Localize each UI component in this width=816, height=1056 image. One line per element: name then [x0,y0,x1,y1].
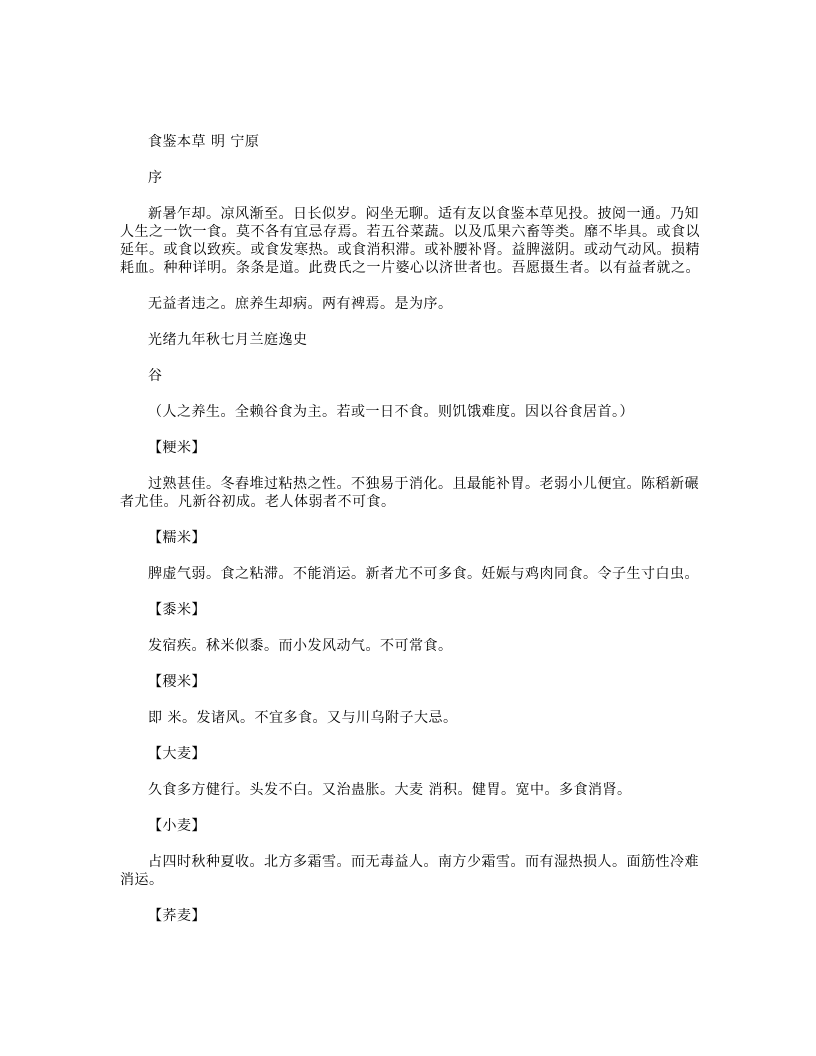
entry-heading: 【荞麦】 [148,908,206,924]
preface-heading: 序 [148,170,163,186]
preface-signature: 光绪九年秋七月兰庭逸史 [148,332,308,348]
entry-text: 发宿疾。秫米似黍。而小发风动气。不可常食。 [148,638,453,654]
entry-text: 即 米。发诸风。不宜多食。又与川乌附子大忌。 [148,710,458,726]
entry-heading: 【粳米】 [148,440,206,456]
entry-text: 脾虚气弱。食之粘滞。不能消运。新者尤不可多食。妊娠与鸡肉同食。令子生寸白虫。 [148,566,699,582]
entry-text: 过熟甚佳。冬舂堆过粘热之性。不独易于消化。且最能补胃。老弱小儿便宜。陈稻新碾者尤佳。凡新谷初成。老人体弱者不可食。 [120,476,699,510]
section-heading-grain: 谷 [148,368,163,384]
entry-heading: 【大麦】 [148,746,206,762]
document-title: 食鉴本草 明 宁原 [148,134,260,150]
entry-heading: 【小麦】 [148,818,206,834]
preface-paragraph: 新暑乍却。凉风渐至。日长似岁。闷坐无聊。适有友以食鉴本草见投。披阅一通。乃知人生之一饮一食。莫不各有宜忌存焉。若五谷菜蔬。以及瓜果六畜等类。靡不毕具。或食以延年。或食以致疾。或食发寒热。或食消积滞。或补腰补肾。益脾滋阴。或动气动风。损精耗血。种种详明。条条是道。此费氏之一片婆心以济世者也。吾愿摄生者。以有益者就之。 [120,206,700,276]
entry-heading: 【稷米】 [148,674,206,690]
entry-text: 占四时秋种夏收。北方多霜雪。而无毒益人。南方少霜雪。而有湿热损人。面筋性冷难消运。 [120,854,699,888]
grain-intro: （人之养生。全赖谷食为主。若或一日不食。则饥饿难度。因以谷食居首。） [148,404,634,420]
entry-heading: 【黍米】 [148,602,206,618]
preface-paragraph-2: 无益者违之。庶养生却病。两有裨焉。是为序。 [148,296,453,312]
entry-heading: 【糯米】 [148,530,206,546]
entry-text: 久食多方健行。头发不白。又治蛊胀。大麦 消积。健胃。宽中。多食消肾。 [148,782,632,798]
